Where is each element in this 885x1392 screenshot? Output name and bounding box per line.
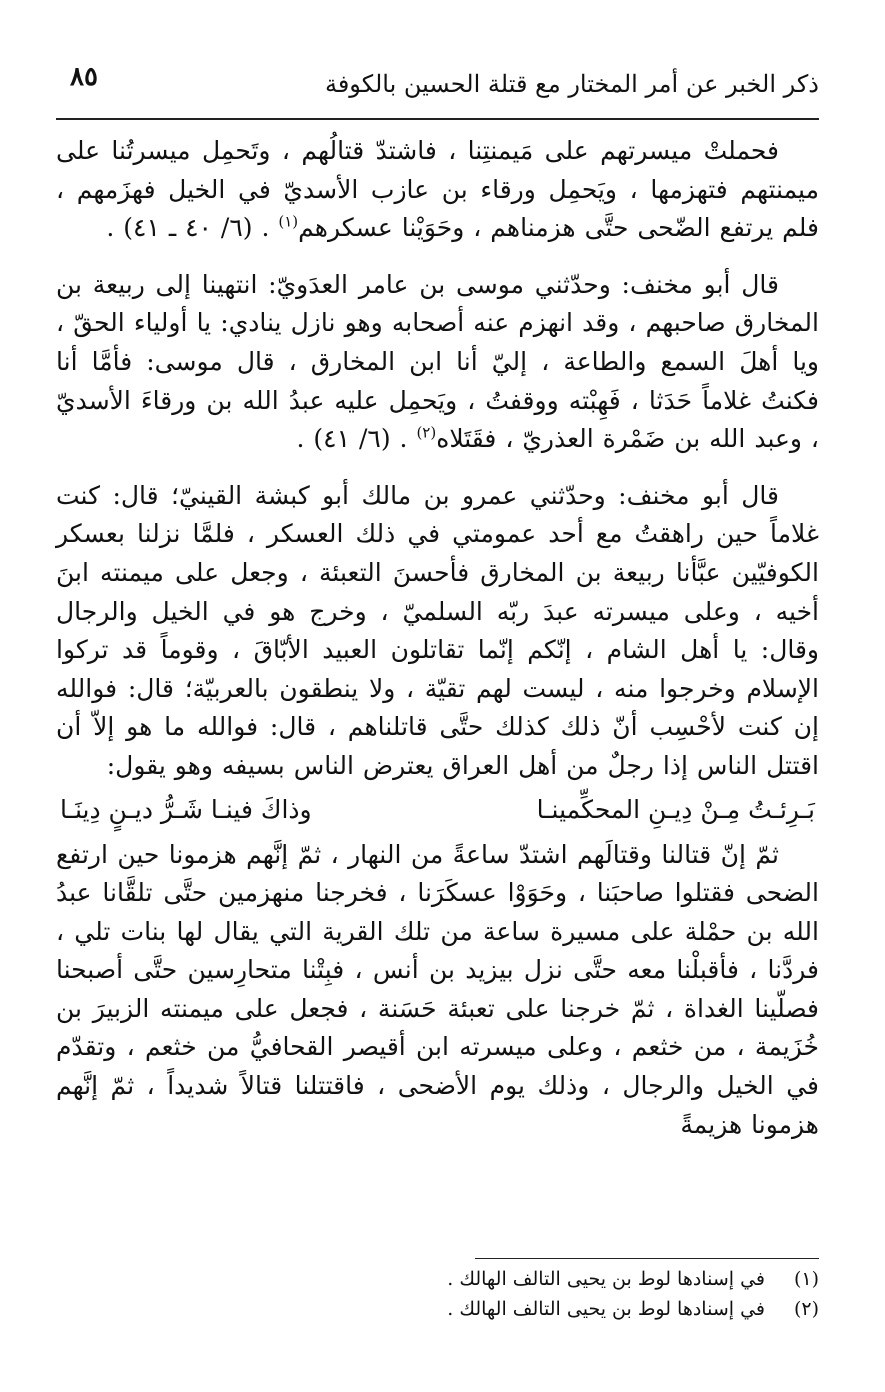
poetry-verse [56,790,819,830]
footnote-marker-2: (٢) [416,423,437,442]
footnote-divider [475,1258,819,1259]
paragraph-1 [56,132,819,248]
body-text [56,132,819,1144]
paragraph-3: قال أبو مخنف: وحدّثني عمرو بن مالك أبو كبشة القينيّ؛ قال: كنت غلاماً حين راهقتُ مع أحد عمومتي في ذلك العسكر ، فلمَّا نزلنا بعسكر الكوفيّين عبَّأنا ربيعة بن المخارق فأحسنَ التعبئة ، وجعل على ميمنته ابنَ أخيه ، وعلى ميسرته عبدَ ربّه السلميّ ، وخرج هو في الخيل والرجال وقال: يا أهل الشام ، إنّكم إنّما تقاتلون العبيد الأبّاقَ ، وقوماً قد تركوا الإسلام وخرجوا منه ، ليست لهم تقيّة ، ولا ينطقون بالعربيّة؛ قال: فوالله إن كنت لأحْسِب أنّ ذلك كذلك حتَّى قاتلناهم ، قال: فوالله ما هو إلاّ أن اقتتل الناس إذا رجلٌ من أهل العراق يعترض الناس بسيفه وهو يقول: [56,480,819,780]
footnote-text: في إسنادها لوط بن يحيى التالف الهالك . [447,1268,765,1290]
header-divider [56,118,819,120]
running-title: ذكر الخبر عن أمر المختار مع قتلة الحسين بالكوفة [324,70,819,98]
footnotes [56,1264,819,1324]
page-number: ٨٥ [70,62,98,92]
footnote-number: (١) [793,1268,819,1290]
verse-second-hemistich: وذاكَ فينـا شَـرُّ ديـنٍ دِينَـا [60,794,312,824]
footnote-2 [56,1294,819,1324]
footnote-number: (٢) [793,1298,819,1320]
footnote-1 [56,1264,819,1294]
footnote-marker-1: (١) [278,212,299,231]
citation: . (٦/ ٤٠ ـ ٤١) . [106,213,270,243]
paragraph-4: ثمّ إنّ قتالنا وقتالَهم اشتدّ ساعةً من النهار ، ثمّ إنَّهم هزمونا حين ارتفع الضحى فقتلوا صاحبَنا ، وحَوَوْا عسكَرَنا ، فخرجنا منهزمين حتَّى تلقَّانا عبدُ الله بن حمْلة على مسيرة ساعة من تلك القرية التي يقال لها بنات تلي ، فردَّنا ، فأقبلْنا معه حتَّى نزل بيزيد بن أنس ، فبِتْنا متحارِسين حتَّى أصبحنا فصلّينا الغداة ، ثمّ خرجنا على تعبئة حَسَنة ، فجعل على ميمنته الزبيرَ بن خُزَيمة ، من خثعم ، وعلى ميسرته ابن أقيصر القحافيُّ من خثعم ، وتقدّم في الخيل والرجال ، وذلك يوم الأضحى ، فاقتتلنا قتالاً شديداً ، ثمّ إنَّهم هزمونا هزيمةً [56,839,819,1139]
paragraph-text: قال أبو مخنف: وحدّثني موسى بن عامر العدَويّ: انتهينا إلى ربيعة بن المخارق صاحبهم ، وقد انهزم عنه أصحابه وهو نازل ينادي: يا أولياء الحقّ ، ويا أهلَ السمع والطاعة ، إليّ أنا ابن المخارق ، قال موسى: فأمَّا أنا فكنتُ غلاماً حَدَثا ، فَهِبْته ووقفتُ ، ويَحمِل عليه عبدُ الله بن ورقاءَ الأسديّ ، وعبد الله بن ضَمْرة العذريّ ، فقَتَلاه [56,269,819,454]
verse-first-hemistich: بَـرِئـتُ مِـنْ دِيـنِ المحكِّمينـا [536,794,815,824]
page-header [56,62,819,118]
paragraph-text: فحملتْ ميسرتهم على مَيمنتِنا ، فاشتدّ قتالُهم ، وتَحمِل ميسرتُنا على ميمنتهم فتهزمها ، ويَحمِل ورقاء بن عازب الأسديّ في الخيل فهزَمهم ، فلم يرتفع الضّحى حتَّى هزمناهم ، وحَوَيْنا عسكرهم [56,136,819,243]
footnote-text: في إسنادها لوط بن يحيى التالف الهالك . [447,1298,765,1320]
paragraph-2 [56,266,819,459]
citation: . (٦/ ٤١) . [296,424,408,454]
